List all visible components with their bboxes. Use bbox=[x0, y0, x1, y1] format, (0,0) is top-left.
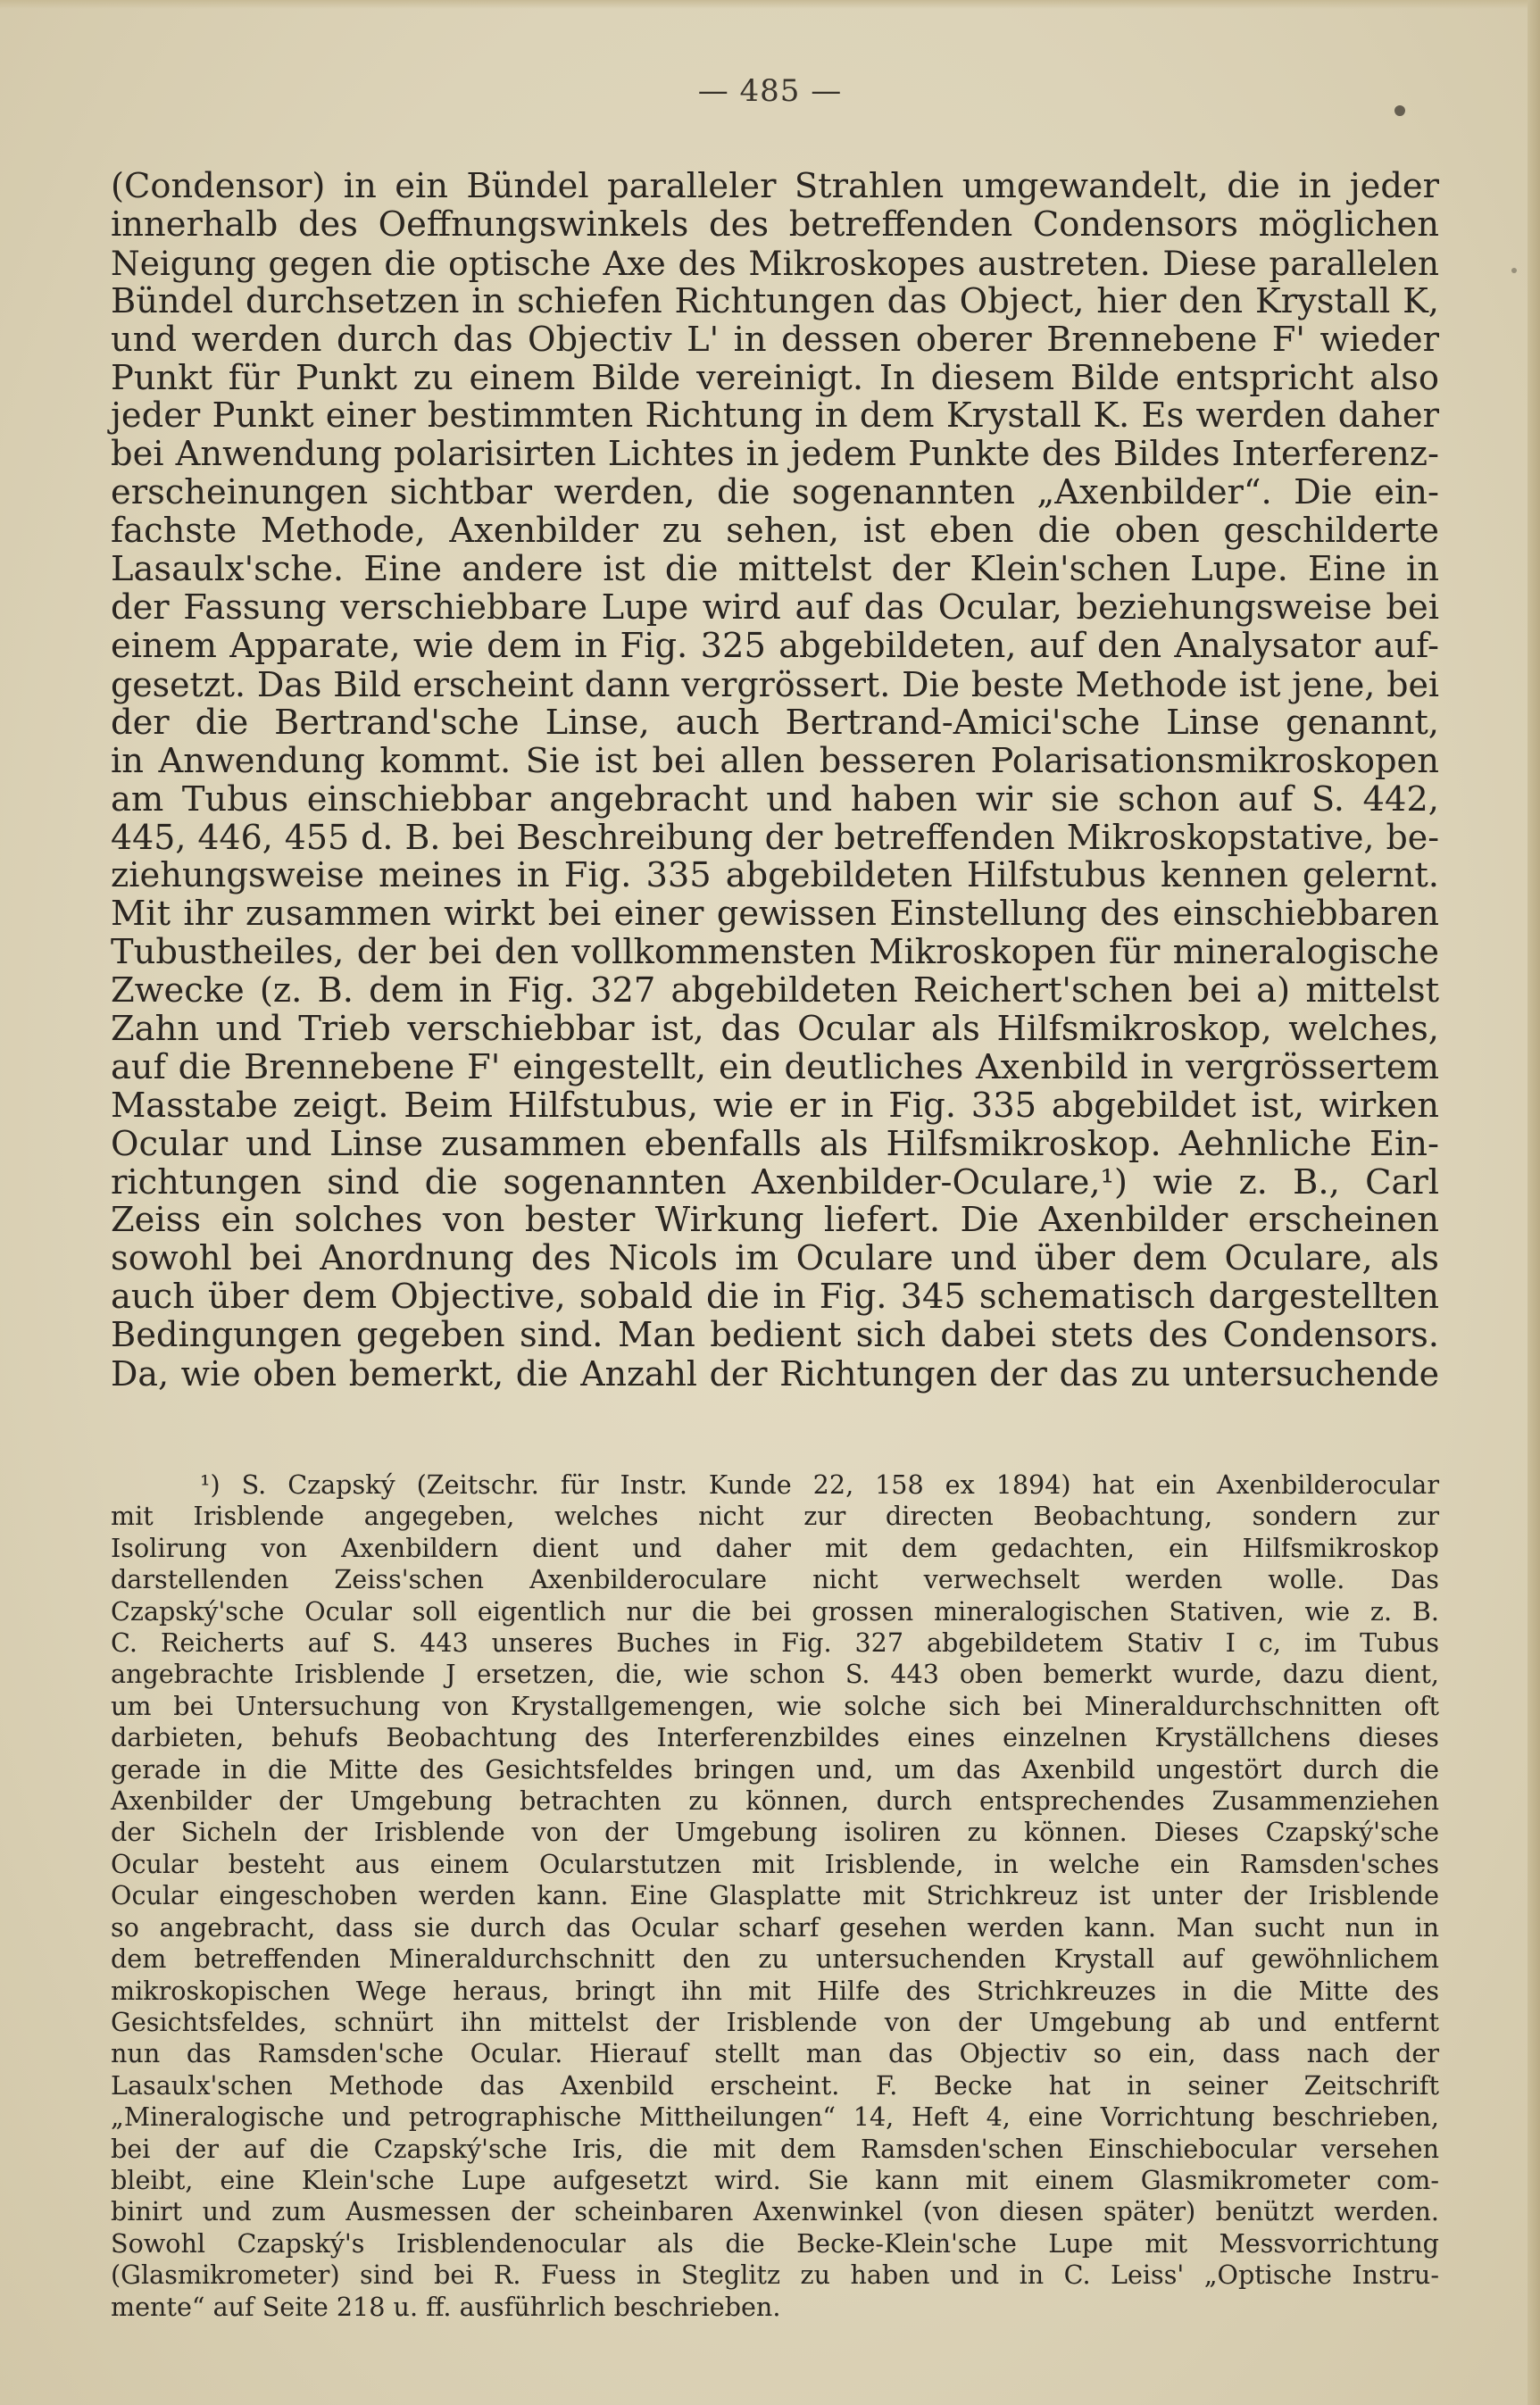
footnote-line: „Mineralogische und petrographische Mittheilungen“ 14, Heft 4, eine Vorrichtung beschrieben, bbox=[111, 2101, 1439, 2133]
footnote-line: angebrachte Irisblende J ersetzen, die, wie schon S. 443 oben bemerkt wurde, dazu dient, bbox=[111, 1659, 1439, 1690]
footnote-line: mente“ auf Seite 218 u. ff. ausführlich beschrieben. bbox=[111, 2291, 781, 2322]
footnote-line: so angebracht, dass sie durch das Ocular scharf gesehen werden kann. Man sucht nun in bbox=[111, 1911, 1439, 1943]
footnote-line: Isolirung von Axenbildern dient und daher mit dem gedachten, ein Hilfsmikroskop bbox=[111, 1532, 1439, 1563]
body-line: Tubustheiles, der bei den vollkommensten Mikroskopen für mineralogische bbox=[111, 932, 1439, 973]
footnote-line: mikroskopischen Wege heraus, bringt ihn mit Hilfe des Strichkreuzes in die Mitte des bbox=[111, 1975, 1439, 2006]
body-line: 445, 446, 455 d. B. bei Beschreibung der betreffenden Mikroskopstative, be- bbox=[111, 818, 1439, 858]
footnote-line: Ocular eingeschoben werden kann. Eine Glasplatte mit Strichkreuz ist unter der Irisblende bbox=[111, 1880, 1439, 1911]
body-line: Bedingungen gegeben sind. Man bedient sich dabei stets des Condensors. bbox=[111, 1315, 1439, 1356]
footnote-line: Czapský'sche Ocular soll eigentlich nur die bei grossen mineralogischen Stativen, wie z. B. bbox=[111, 1595, 1439, 1627]
page-top-edge bbox=[0, 0, 1540, 9]
footnote-line: Axenbilder der Umgebung betrachten zu können, durch entsprechendes Zusammenziehen bbox=[111, 1785, 1439, 1817]
body-line: Bündel durchsetzen in schiefen Richtungen das Object, hier den Krystall K, bbox=[111, 280, 1439, 321]
body-line: fachste Methode, Axenbilder zu sehen, ist eben die oben geschilderte bbox=[111, 511, 1439, 552]
footnote-line: darbieten, behufs Beobachtung des Interferenzbildes eines einzelnen Kryställchens dieses bbox=[111, 1722, 1439, 1753]
footnote-line: Gesichtsfeldes, schnürt ihn mittelst der Irisblende von der Umgebung ab und entfernt bbox=[111, 2006, 1439, 2037]
body-line: auf die Brennebene F' eingestellt, ein deutliches Axenbild in vergrössertem bbox=[111, 1046, 1439, 1087]
body-line: Neigung gegen die optische Axe des Mikroskopes austreten. Diese parallelen bbox=[111, 243, 1439, 283]
footnote-line: Sowohl Czapský's Irisblendenocular als die Becke-Klein'sche Lupe mit Messvorrichtung bbox=[111, 2227, 1439, 2259]
footnote-line: Lasaulx'schen Methode das Axenbild erscheint. F. Becke hat in seiner Zeitschrift bbox=[111, 2069, 1439, 2101]
footnote-line: C. Reicherts auf S. 443 unseres Buches in Fig. 327 abgebildetem Stativ I c, im Tubus bbox=[111, 1627, 1439, 1659]
ink-spot-small bbox=[1511, 268, 1517, 273]
ink-spot bbox=[1394, 105, 1405, 116]
body-line: Masstabe zeigt. Beim Hilfstubus, wie er in Fig. 335 abgebildet ist, wirken bbox=[111, 1085, 1439, 1126]
body-line: am Tubus einschiebbar angebracht und haben wir sie schon auf S. 442, bbox=[111, 778, 1439, 820]
body-line: Punkt für Punkt zu einem Bilde vereinigt. In diesem Bilde entspricht also bbox=[111, 357, 1439, 398]
body-line: der die Bertrand'sche Linse, auch Bertrand-Amici'sche Linse genannt, bbox=[111, 702, 1439, 743]
body-line: und werden durch das Objectiv L' in dessen oberer Brennebene F' wieder bbox=[111, 319, 1439, 360]
footnote bbox=[111, 1469, 1439, 2323]
body-line: richtungen sind die sogenannten Axenbilder-Oculare,¹) wie z. B., Carl bbox=[111, 1161, 1439, 1202]
footnote-line: nun das Ramsden'sche Ocular. Hierauf stellt man das Objectiv so ein, dass nach der bbox=[111, 2038, 1439, 2069]
footnote-line: um bei Untersuchung von Krystallgemengen, wie solche sich bei Mineraldurchschnitten oft bbox=[111, 1690, 1439, 1721]
footnote-line: bei der auf die Czapský'sche Iris, die mit dem Ramsden'schen Einschiebocular versehen bbox=[111, 2133, 1439, 2164]
footnote-line: dem betreffenden Mineraldurchschnitt den zu untersuchenden Krystall auf gewöhnlichem bbox=[111, 1943, 1439, 1975]
body-line: Zwecke (z. B. dem in Fig. 327 abgebildeten Reichert'schen bei a) mittelst bbox=[111, 970, 1439, 1011]
body-line: Mit ihr zusammen wirkt bei einer gewissen Einstellung des einschiebbaren bbox=[111, 894, 1439, 935]
footnote-line: darstellenden Zeiss'schen Axenbilderoculare nicht verwechselt werden wolle. Das bbox=[111, 1564, 1439, 1595]
body-line: ziehungsweise meines in Fig. 335 abgebildeten Hilfstubus kennen gelernt. bbox=[111, 855, 1439, 896]
body-line: bei Anwendung polarisirten Lichtes in jedem Punkte des Bildes Interferenz- bbox=[111, 434, 1439, 475]
body-line: erscheinungen sichtbar werden, die sogenannten „Axenbilder“. Die ein- bbox=[111, 472, 1439, 513]
footnote-line: der Sicheln der Irisblende von der Umgebung isoliren zu können. Dieses Czapský'sche bbox=[111, 1817, 1439, 1848]
footnote-line: gerade in die Mitte des Gesichtsfeldes bringen und, um das Axenbild ungestört durch die bbox=[111, 1753, 1439, 1785]
body-line: einem Apparate, wie dem in Fig. 325 abgebildeten, auf den Analysator auf- bbox=[111, 625, 1439, 666]
footnote-line: bleibt, eine Klein'sche Lupe aufgesetzt wird. Sie kann mit einem Glasmikrometer com- bbox=[111, 2164, 1439, 2195]
footnote-line: ¹) S. Czapský (Zeitschr. für Instr. Kunde 22, 158 ex 1894) hat ein Axenbilderocular bbox=[200, 1469, 1439, 1500]
body-line: Da, wie oben bemerkt, die Anzahl der Richtungen der das zu untersuchende bbox=[111, 1354, 1439, 1394]
body-line: auch über dem Objective, sobald die in Fig. 345 schematisch dargestellten bbox=[111, 1277, 1439, 1318]
body-line: Zeiss ein solches von bester Wirkung liefert. Die Axenbilder erscheinen bbox=[111, 1200, 1439, 1241]
footnote-line: Ocular besteht aus einem Ocularstutzen mit Irisblende, in welche ein Ramsden'sches bbox=[111, 1848, 1439, 1879]
body-line: sowohl bei Anordnung des Nicols im Oculare und über dem Oculare, als bbox=[111, 1238, 1439, 1279]
body-line: (Condensor) in ein Bündel paralleler Strahlen umgewandelt, die in jeder bbox=[111, 166, 1439, 206]
footnote-line: binirt und zum Ausmessen der scheinbaren Axenwinkel (von diesen später) benützt werden. bbox=[111, 2196, 1439, 2227]
main-body-text bbox=[111, 168, 1439, 1394]
body-line: gesetzt. Das Bild erscheint dann vergrössert. Die beste Methode ist jene, bei bbox=[111, 664, 1439, 704]
body-line: Zahn und Trieb verschiebbar ist, das Ocular als Hilfsmikroskop, welches, bbox=[111, 1008, 1439, 1049]
body-line: innerhalb des Oeffnungswinkels des betreffenden Condensors möglichen bbox=[111, 204, 1439, 245]
page-edge-shadow bbox=[1528, 0, 1540, 2405]
page-number: — 485 — bbox=[697, 73, 843, 109]
footnote-line: (Glasmikrometer) sind bei R. Fuess in Steglitz zu haben und in C. Leiss' „Optische Instru- bbox=[111, 2259, 1439, 2291]
footnote-line: mit Irisblende angegeben, welches nicht zur directen Beobachtung, sondern zur bbox=[111, 1501, 1439, 1532]
body-line: Lasaulx'sche. Eine andere ist die mittelst der Klein'schen Lupe. Eine in bbox=[111, 549, 1439, 590]
body-line: jeder Punkt einer bestimmten Richtung in dem Krystall K. Es werden daher bbox=[111, 395, 1439, 437]
body-line: in Anwendung kommt. Sie ist bei allen besseren Polarisationsmikroskopen bbox=[111, 740, 1439, 781]
body-line: der Fassung verschiebbare Lupe wird auf das Ocular, beziehungsweise bei bbox=[111, 587, 1439, 628]
body-line: Ocular und Linse zusammen ebenfalls als Hilfsmikroskop. Aehnliche Ein- bbox=[111, 1123, 1439, 1164]
